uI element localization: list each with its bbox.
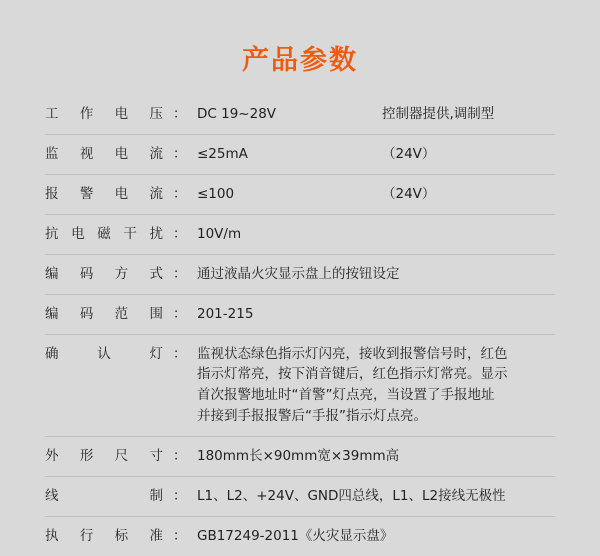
spec-label: 编码方式 (45, 265, 163, 282)
table-row (45, 214, 555, 254)
spec-colon: ： (173, 106, 187, 122)
table-row (45, 134, 555, 174)
table-row (45, 334, 555, 437)
page-title: 产品参数 (242, 45, 358, 76)
spec-colon: ： (173, 185, 187, 202)
spec-value (185, 254, 555, 294)
spec-colon: ： (173, 225, 187, 242)
table-row (45, 254, 555, 294)
spec-label: 执行标准 (45, 528, 163, 545)
table-row (45, 517, 555, 556)
table-row (45, 437, 555, 477)
spec-value (185, 134, 370, 174)
spec-value-line: 指示灯常亮，按下消音键后，红色指示灯常亮。显示 (197, 366, 508, 383)
spec-label: 确认灯 (45, 345, 163, 362)
spec-value-line: DC 19~28V (197, 106, 277, 122)
spec-table-body (45, 95, 555, 556)
spec-label: 抗电磁干扰 (45, 225, 163, 242)
spec-colon: ： (173, 145, 187, 162)
spec-value (185, 294, 555, 334)
spec-label: 监视电流 (45, 145, 163, 162)
spec-value-line: 首次报警地址时“首警”灯点亮，当设置了手报地址 (197, 387, 495, 404)
spec-label: 报警电流 (45, 185, 163, 202)
spec-label: 工作电压 (45, 106, 163, 122)
spec-value-extra: 控制器提供,调制型 (382, 106, 495, 122)
spec-value-line: 监视状态绿色指示灯闪亮，接收到报警信号时，红色 (197, 345, 508, 362)
spec-colon: ： (173, 305, 187, 322)
spec-colon: ： (173, 345, 187, 362)
spec-value (185, 477, 555, 517)
spec-value-line: GB17249-2011《火灾显示盘》 (197, 528, 394, 545)
spec-label: 编码范围 (45, 305, 163, 322)
spec-value-line: ≤25mA (197, 145, 248, 162)
spec-colon: ： (173, 448, 187, 465)
spec-value (185, 437, 555, 477)
spec-table (45, 95, 555, 556)
table-row (45, 95, 555, 134)
spec-value (185, 174, 370, 214)
spec-value (185, 95, 370, 134)
spec-value (185, 517, 555, 556)
spec-value-line: 通过液晶火灾显示盘上的按钮设定 (197, 265, 400, 282)
spec-colon: ： (173, 265, 187, 282)
spec-label: 外形尺寸 (45, 448, 163, 465)
spec-value (185, 214, 555, 254)
spec-value-line: 并接到手报报警后“手报”指示灯点亮。 (197, 408, 427, 425)
spec-value-line: L1、L2、+24V、GND四总线，L1、L2接线无极性 (197, 488, 506, 505)
spec-colon: ： (173, 528, 187, 545)
table-row (45, 477, 555, 517)
spec-value-extra: （24V） (382, 185, 436, 202)
spec-value (185, 334, 555, 437)
spec-label: 线制 (45, 488, 163, 505)
spec-value-line: 10V/m (197, 225, 242, 242)
spec-colon: ： (173, 488, 187, 505)
table-row (45, 174, 555, 214)
spec-value-line: 180mm长×90mm宽×39mm高 (197, 448, 400, 465)
table-row (45, 294, 555, 334)
spec-value-line: ≤100 (197, 185, 235, 202)
spec-value-line: 201-215 (197, 305, 254, 322)
spec-value-extra: （24V） (382, 145, 436, 162)
